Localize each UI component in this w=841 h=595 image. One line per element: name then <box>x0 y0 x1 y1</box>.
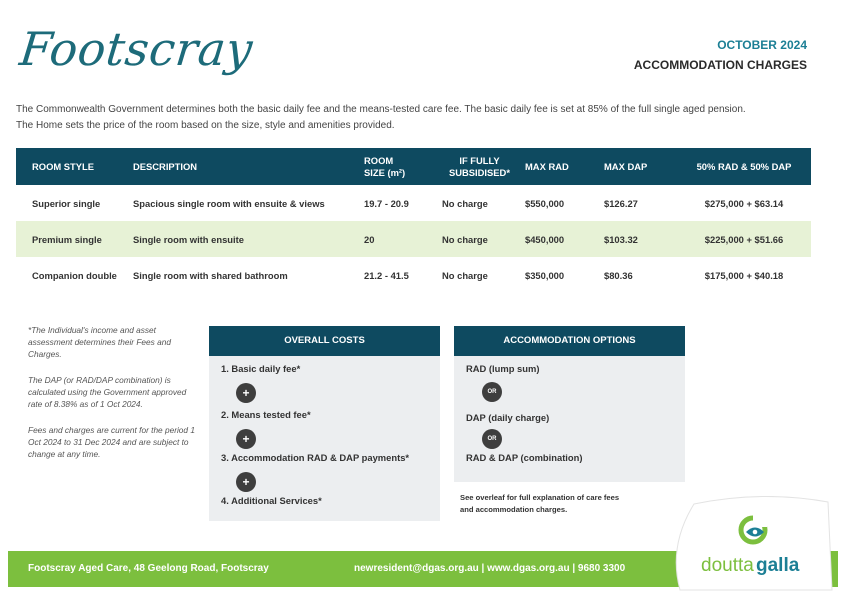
table-header-row <box>16 148 811 185</box>
intro-text <box>16 102 826 134</box>
max-rad-cell: $350,000 <box>525 269 565 281</box>
see-overleaf-note: See overleaf for full explanation of care fees and accommodation charges. <box>460 493 620 514</box>
cost-item-additional-services: 4. Additional Services* <box>221 495 322 506</box>
table-row <box>16 185 811 221</box>
accommodation-options-title: ACCOMMODATION OPTIONS <box>454 326 685 356</box>
table-row <box>16 257 811 293</box>
max-dap-cell: $80.36 <box>604 269 633 281</box>
logo-text-doutta: doutta <box>701 555 754 576</box>
cost-item-means-tested-fee: 2. Means tested fee* <box>221 409 311 420</box>
room-size-cell: 19.7 - 20.9 <box>364 197 409 209</box>
footnote-assessment: *The Individual's income and asset assessment determines their Fees and Charges. <box>28 325 171 359</box>
or-icon: OR <box>482 382 502 402</box>
col-room-style: ROOM STYLE <box>16 148 129 185</box>
max-rad-cell: $550,000 <box>525 197 565 209</box>
max-dap-cell: $103.32 <box>600 221 677 257</box>
page-title: Footscray <box>17 22 256 76</box>
cost-item-accommodation-payments: 3. Accommodation RAD & DAP payments* <box>221 452 410 463</box>
room-style-cell: Premium single <box>16 221 129 257</box>
plus-icon: + <box>236 472 256 492</box>
col-description: DESCRIPTION <box>129 148 360 185</box>
description-cell: Single room with shared bathroom <box>133 269 288 281</box>
subsidised-cell: No charge <box>442 269 488 281</box>
plus-icon: + <box>236 429 256 449</box>
document-type: ACCOMMODATION CHARGES <box>633 58 807 72</box>
combination-cell: $275,000 + $63.14 <box>704 197 784 209</box>
accommodation-options-panel <box>454 326 685 482</box>
max-dap-cell: $126.27 <box>604 197 638 209</box>
table-row <box>16 221 811 257</box>
subsidised-cell: No charge <box>442 197 488 209</box>
room-style-cell: Companion double <box>32 269 117 281</box>
footer-address: Footscray Aged Care, 48 Geelong Road, Footscray <box>28 563 269 574</box>
footnote-dap-rate: The DAP (or RAD/DAP combination) is calculated using the Government approved rate of 8.38% as of 1 Oct 2024. <box>28 375 187 409</box>
subsidised-cell: No charge <box>438 221 521 257</box>
or-icon: OR <box>482 429 502 449</box>
document-date: OCTOBER 2024 <box>717 38 807 52</box>
footnotes <box>28 324 202 474</box>
col-max-dap: MAX DAP <box>600 148 677 185</box>
description-cell: Single room with ensuite <box>129 221 360 257</box>
description-cell: Spacious single room with ensuite & views <box>133 197 325 209</box>
plus-icon: + <box>236 383 256 403</box>
footer-contact: newresident@dgas.org.au | www.dgas.org.au | 9680 3300 <box>354 563 626 574</box>
option-rad: RAD (lump sum) <box>466 363 540 374</box>
intro-line-2: The Home sets the price of the room based on the size, style and amenities provided. <box>16 120 395 131</box>
col-if-fully-subsidised: IF FULLY SUBSIDISED* <box>438 148 521 185</box>
combination-cell: $175,000 + $40.18 <box>704 269 784 281</box>
col-room-size: ROOM SIZE (m²) <box>360 148 438 185</box>
option-dap: DAP (daily charge) <box>466 412 550 423</box>
overall-costs-title: OVERALL COSTS <box>209 326 440 356</box>
combination-cell: $225,000 + $51.66 <box>677 221 811 257</box>
logo-text-galla: galla <box>756 555 800 576</box>
col-combination: 50% RAD & 50% DAP <box>677 148 811 185</box>
room-style-cell: Superior single <box>32 197 101 209</box>
logo-card <box>672 496 834 592</box>
max-rad-cell: $450,000 <box>521 221 600 257</box>
col-max-rad: MAX RAD <box>521 148 600 185</box>
overall-costs-panel <box>209 326 440 521</box>
room-size-cell: 20 <box>360 221 438 257</box>
pricing-table <box>16 148 811 293</box>
intro-line-1: The Commonwealth Government determines both the basic daily fee and the means-tested care fee. The basic daily fee is set at 85% of the full single aged pension. <box>16 104 746 115</box>
footnote-period: Fees and charges are current for the period 1 Oct 2024 to 31 Dec 2024 and are subject to change at any time. <box>28 425 195 459</box>
cost-item-basic-daily-fee: 1. Basic daily fee* <box>221 363 301 374</box>
room-size-cell: 21.2 - 41.5 <box>364 269 409 281</box>
option-rad-dap: RAD & DAP (combination) <box>466 452 583 463</box>
